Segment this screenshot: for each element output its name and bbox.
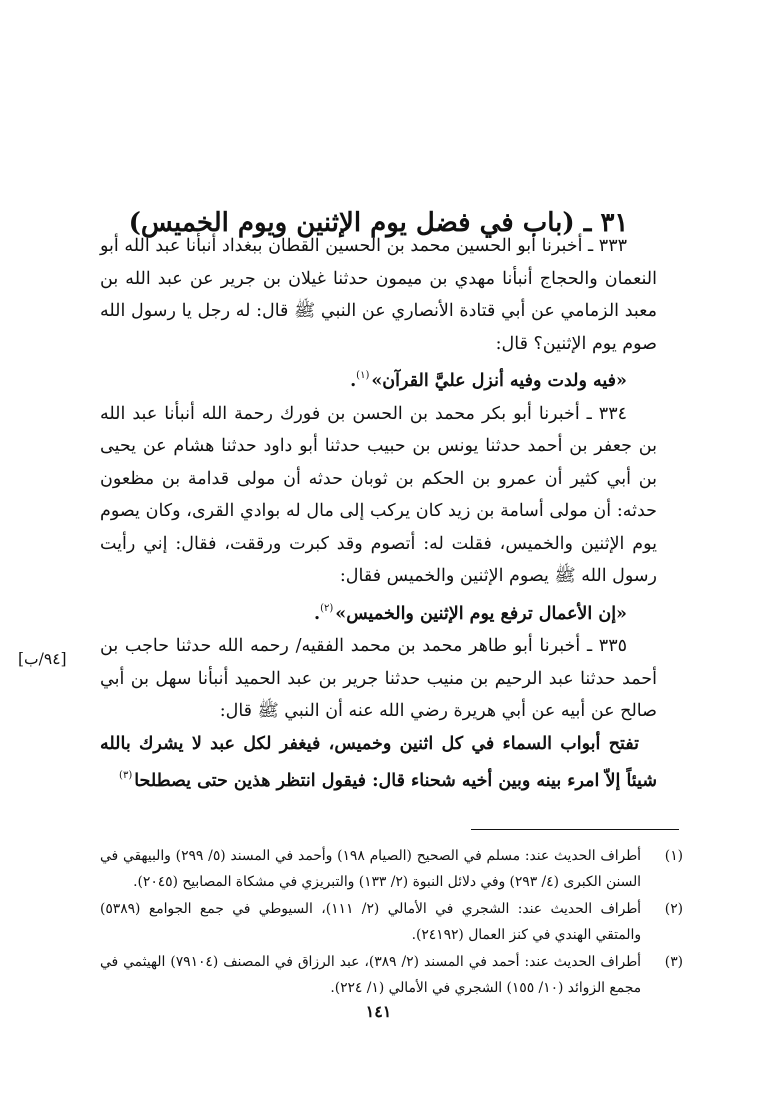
footnote-number: (٣) [664, 953, 683, 970]
hadith-334-quote: «إن الأعمال ترفع يوم الإثنين والخميس»$^{(٢)}$. [314, 602, 627, 624]
hadith-333-quote: «فيه ولدت وفيه أنزل عليَّ القرآن»$^{(١)}$. [350, 370, 627, 391]
quote-text: «فيه ولدت وفيه أنزل عليَّ القرآن» [371, 371, 627, 391]
hadith-333: ٣٣٣ ـ أخبرنا أبو الحسين محمد بن الحسين القطان ببغداد أنبأنا عبد الله أبو النعمان والحجاج أنبأنا مهدي بن ميمون حدثنا غيلان بن جرير عن عبد الله بن معبد الزمامي عن أبي قتادة الأنصاري عن النبي ﷺ قال: له رجل يا رسول الله صوم يوم الإثنين؟ قال: [100, 236, 657, 354]
footnote-2 [100, 896, 683, 949]
hadith-335-quote [100, 728, 657, 798]
quote-text: «إن الأعمال ترفع يوم الإثنين والخميس» [335, 603, 627, 624]
footnote-number: (٢) [664, 900, 683, 917]
page-number: ١٤١ [365, 1002, 392, 1021]
footnote-number: (١) [664, 848, 683, 864]
footnote-text: أطراف الحديث عند: مسلم في الصحيح (الصيام ١٩٨) وأحمد في المسند (٥/ ٢٩٩) والبيهقي في السنن الكبرى (٤/ ٢٩٣) وفي دلائل النبوة (٢/ ١٣٣) والتبريزي في مشكاة المصابيح (٢٠٤٥). [100, 848, 641, 891]
main-text [100, 230, 657, 798]
manuscript-folio-marker: [٩٤/ب] [18, 650, 67, 668]
footnote-text: أطراف الحديث عند: أحمد في المسند (٢/ ٣٨٩)، عبد الرزاق في المصنف (٧٩١٠٤) الهيثمي في مجمع الزوائد (١٠/ ١٥٥) الشجري في الأمالي (١/ ٢٢٤). [100, 953, 641, 997]
footnote-mark-1[interactable]: (١) [356, 370, 370, 381]
footnote-mark-2[interactable]: (٢) [320, 602, 334, 614]
footnote-3 [100, 949, 683, 1002]
hadith-334: ٣٣٤ ـ أخبرنا أبو بكر محمد بن الحسن بن فورك رحمة الله أنبأنا عبد الله بن جعفر بن أحمد حدثنا يونس بن حبيب حدثنا أبو داود حدثنا هشام عن يحيى بن أبي كثير أن عمرو بن الحكم بن ثوبان حدثه أن مولى قدامة بن مظعون حدثه: أن مولى أسامة بن زيد كان يركب إلى مال له بوادي القرى، وكان يصوم يوم الإثنين والخميس، فقلت له: أتصوم وقد كبرت ورققت، فقال: إني رأيت رسول الله ﷺ يصوم الإثنين والخميس فقال: [100, 403, 657, 586]
chapter-title: ٣١ ـ (باب في فضل يوم الإثنين ويوم الخميس) [128, 208, 629, 239]
footnote-mark-3[interactable]: (٣) [119, 770, 133, 781]
quote-text: تفتح أبواب السماء في كل اثنين وخميس، فيغفر لكل عبد لا يشرك بالله شيئاً إلاّ امرء بينه وبين أخيه شحناء قال: فيقول انتظر هذين حتى يصطلحا [100, 733, 657, 791]
hadith-335: ٣٣٥ ـ أخبرنا أبو طاهر محمد بن محمد الفقيه/ رحمه الله حدثنا حاجب بن أحمد حدثنا عبد الرحيم بن منيب حدثنا جرير بن عبد الحميد أنبأنا سهل بن أبي صالح عن أبيه عن أبي هريرة رضي الله عنه أن النبي ﷺ قال: [100, 636, 657, 721]
footnote-text: أطراف الحديث عند: الشجري في الأمالي (٢/ ١١١)، السيوطي في جمع الجوامع (٥٣٨٩) والمتقي الهندي في كنز العمال (٢٤١٩٢). [100, 900, 642, 944]
footnote-separator [471, 829, 679, 830]
footnote-1 [100, 843, 683, 896]
footnotes [100, 843, 683, 1001]
